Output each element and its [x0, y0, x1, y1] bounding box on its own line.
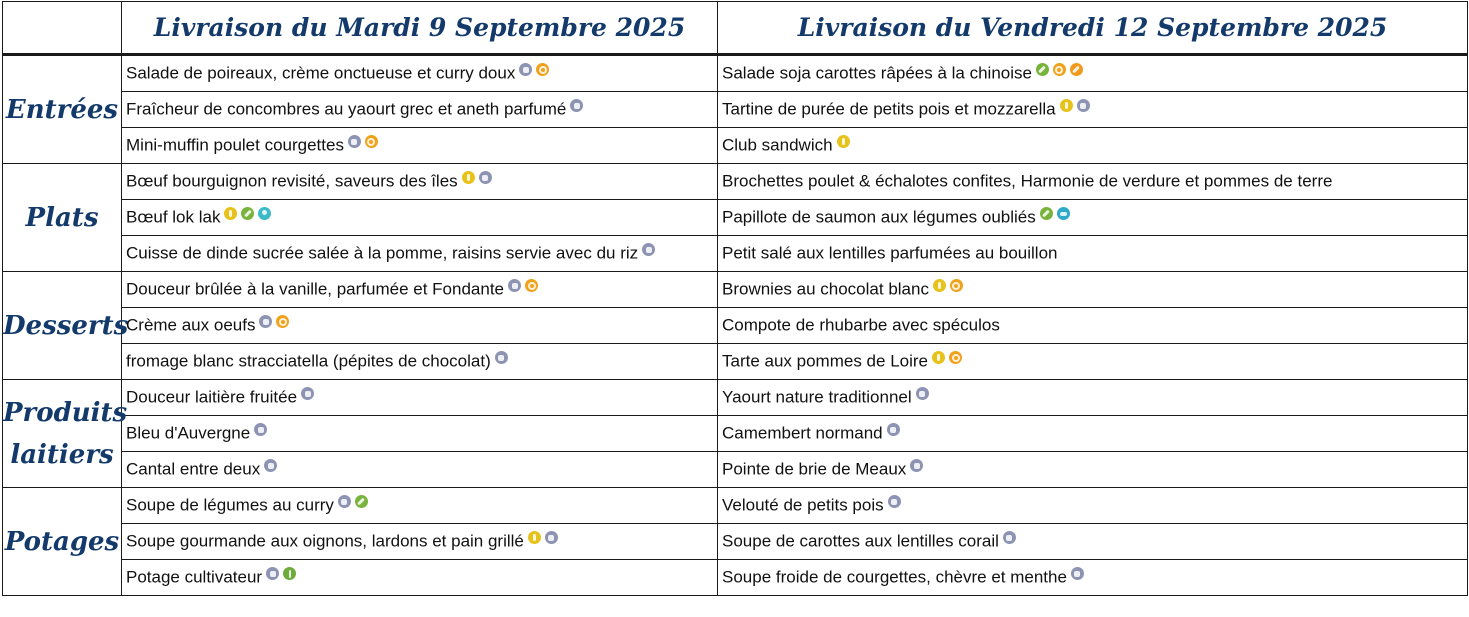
fait-maison-icon: [536, 63, 549, 76]
dish-name: Petit salé aux lentilles parfumées au bouillon: [722, 243, 1058, 263]
dish-name: Bœuf lok lak: [126, 207, 221, 227]
viande-source-france-icon: [910, 459, 923, 472]
dish-name: Pointe de brie de Meaux: [722, 459, 907, 479]
menu-row: [3, 200, 1468, 236]
category-label: Entrées: [3, 55, 122, 164]
menu-row: [3, 416, 1468, 452]
dish-name: Brochettes poulet & échalotes confites, Harmonie de verdure et pommes de terre: [722, 171, 1333, 191]
day2-dish-cell: [718, 55, 1468, 92]
vegetarien-icon: [355, 495, 368, 508]
fait-maison-icon: [1053, 63, 1066, 76]
dish-name: Soupe de carottes aux lentilles corail: [722, 531, 999, 551]
corner-cell: [3, 2, 122, 55]
day2-dish-cell: [718, 452, 1468, 488]
day1-dish-cell: [122, 272, 718, 308]
viande-source-france-icon: [508, 279, 521, 292]
day1-dish-cell: [122, 55, 718, 92]
day2-dish-cell: [718, 92, 1468, 128]
day1-dish-cell: [122, 380, 718, 416]
viande-source-france-icon: [570, 99, 583, 112]
viande-source-france-icon: [266, 567, 279, 580]
day2-dish-cell: [718, 344, 1468, 380]
dish-name: Tarte aux pommes de Loire: [722, 351, 928, 371]
bleu-blanc-coeur-icon: [933, 279, 946, 292]
day1-dish-cell: [122, 524, 718, 560]
viande-source-france-icon: [1071, 567, 1084, 580]
vegetarien-icon: [1036, 63, 1049, 76]
menu-row: [3, 236, 1468, 272]
day1-dish-cell: [122, 236, 718, 272]
dish-name: Salade soja carottes râpées à la chinoise: [722, 63, 1032, 83]
menu-row: [3, 128, 1468, 164]
category-label: Produits laitiers: [3, 380, 122, 488]
menu-row: [3, 488, 1468, 524]
viande-source-france-icon: [1077, 99, 1090, 112]
dish-name: Soupe froide de courgettes, chèvre et menthe: [722, 567, 1067, 587]
category-label: Plats: [3, 164, 122, 272]
day1-dish-cell: [122, 560, 718, 596]
vegetarien-icon: [241, 207, 254, 220]
day1-header: Livraison du Mardi 9 Septembre 2025: [122, 2, 718, 55]
fait-maison-icon: [525, 279, 538, 292]
dish-name: Potage cultivateur: [126, 567, 263, 587]
viande-source-france-icon: [642, 243, 655, 256]
header-row: [3, 2, 1468, 55]
day2-dish-cell: [718, 164, 1468, 200]
day2-dish-cell: [718, 308, 1468, 344]
fait-maison-icon: [276, 315, 289, 328]
dish-name: Soupe gourmande aux oignons, lardons et pain grillé: [126, 531, 524, 551]
dish-name: Tartine de purée de petits pois et mozzarella: [722, 99, 1056, 119]
dish-name: Mini-muffin poulet courgettes: [126, 135, 344, 155]
viande-source-france-icon: [495, 351, 508, 364]
dish-name: Bleu d'Auvergne: [126, 423, 251, 443]
viande-source-france-icon: [545, 531, 558, 544]
menu-row: [3, 92, 1468, 128]
dish-name: Compote de rhubarbe avec spéculos: [722, 315, 1000, 335]
dish-name: Yaourt nature traditionnel: [722, 387, 912, 407]
dish-name: Douceur brûlée à la vanille, parfumée et Fondante: [126, 279, 505, 299]
dish-name: Fraîcheur de concombres au yaourt grec et aneth parfumé: [126, 99, 567, 119]
day1-dish-cell: [122, 344, 718, 380]
vegetarien-icon: [1040, 207, 1053, 220]
dish-name: Velouté de petits pois: [722, 495, 884, 515]
menu-row: [3, 164, 1468, 200]
viande-source-france-icon: [1003, 531, 1016, 544]
fait-maison-icon: [949, 351, 962, 364]
day1-dish-cell: [122, 200, 718, 236]
viande-source-france-icon: [264, 459, 277, 472]
day2-dish-cell: [718, 272, 1468, 308]
day1-dish-cell: [122, 488, 718, 524]
menu-row: [3, 452, 1468, 488]
day1-dish-cell: [122, 452, 718, 488]
day1-dish-cell: [122, 308, 718, 344]
menu-row: [3, 560, 1468, 596]
dish-name: Soupe de légumes au curry: [126, 495, 334, 515]
day1-dish-cell: [122, 128, 718, 164]
dish-name: Crème aux oeufs: [126, 315, 256, 335]
dish-name: Brownies au chocolat blanc: [722, 279, 929, 299]
fait-maison-icon: [365, 135, 378, 148]
viande-source-france-icon: [916, 387, 929, 400]
viande-source-france-icon: [259, 315, 272, 328]
menu-row: [3, 55, 1468, 92]
menu-row: [3, 380, 1468, 416]
bleu-blanc-coeur-icon: [837, 135, 850, 148]
viande-source-france-icon: [479, 171, 492, 184]
menu-row: [3, 344, 1468, 380]
viande-source-france-icon: [519, 63, 532, 76]
menu-row: [3, 524, 1468, 560]
category-label: Desserts: [3, 272, 122, 380]
peche-durable-icon: [1057, 207, 1070, 220]
day1-dish-cell: [122, 92, 718, 128]
produit-local-icon: [283, 567, 296, 580]
dish-name: Bœuf bourguignon revisité, saveurs des îles: [126, 171, 458, 191]
viande-source-france-icon: [338, 495, 351, 508]
viande-source-france-icon: [887, 423, 900, 436]
bleu-blanc-coeur-icon: [1060, 99, 1073, 112]
bleu-blanc-coeur-icon: [224, 207, 237, 220]
menu-body: [3, 55, 1468, 596]
day2-dish-cell: [718, 128, 1468, 164]
viande-source-france-icon: [254, 423, 267, 436]
day1-dish-cell: [122, 164, 718, 200]
dish-name: Douceur laitière fruitée: [126, 387, 298, 407]
day2-dish-cell: [718, 416, 1468, 452]
day2-dish-cell: [718, 560, 1468, 596]
bleu-blanc-coeur-icon: [528, 531, 541, 544]
bleu-blanc-coeur-icon: [932, 351, 945, 364]
dish-name: Papillote de saumon aux légumes oubliés: [722, 207, 1036, 227]
day2-dish-cell: [718, 236, 1468, 272]
dish-name: Cantal entre deux: [126, 459, 261, 479]
viande-source-france-icon: [301, 387, 314, 400]
nouveaute-icon: [1070, 63, 1083, 76]
bleu-blanc-coeur-icon: [462, 171, 475, 184]
day2-header: Livraison du Vendredi 12 Septembre 2025: [718, 2, 1468, 55]
dish-name: Camembert normand: [722, 423, 883, 443]
fait-maison-icon: [950, 279, 963, 292]
label-icon: [258, 207, 271, 220]
viande-source-france-icon: [888, 495, 901, 508]
menu-table: [2, 1, 1468, 596]
day1-dish-cell: [122, 416, 718, 452]
day2-dish-cell: [718, 488, 1468, 524]
menu-row: [3, 272, 1468, 308]
dish-name: Salade de poireaux, crème onctueuse et curry doux: [126, 63, 516, 83]
day2-dish-cell: [718, 200, 1468, 236]
viande-source-france-icon: [348, 135, 361, 148]
dish-name: Club sandwich: [722, 135, 833, 155]
menu-row: [3, 308, 1468, 344]
day2-dish-cell: [718, 524, 1468, 560]
dish-name: fromage blanc stracciatella (pépites de chocolat): [126, 351, 491, 371]
day2-dish-cell: [718, 380, 1468, 416]
dish-name: Cuisse de dinde sucrée salée à la pomme, raisins servie avec du riz: [126, 243, 639, 263]
category-label: Potages: [3, 488, 122, 596]
